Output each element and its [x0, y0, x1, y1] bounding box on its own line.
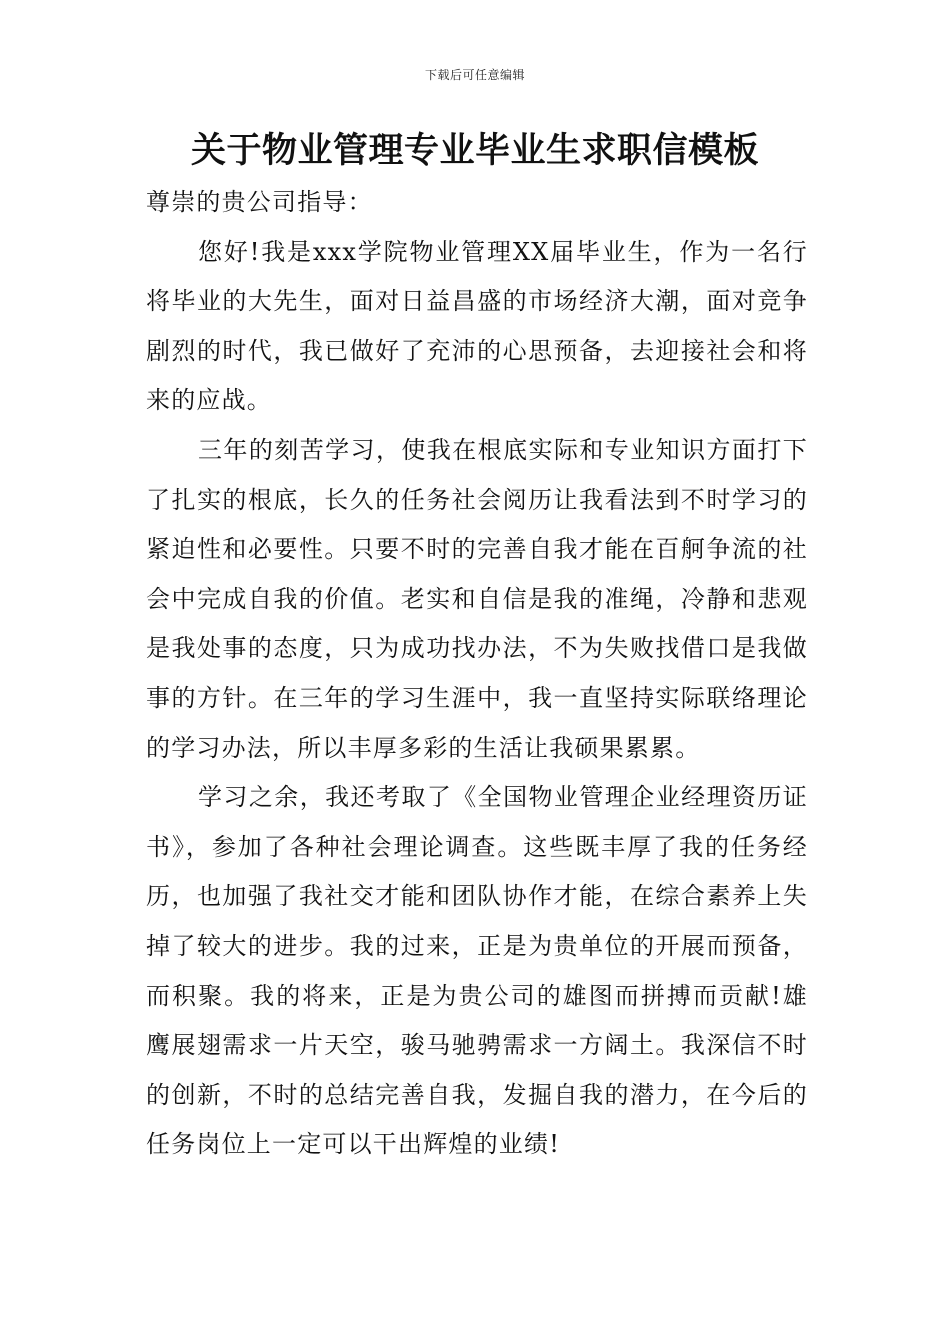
document-title: 关于物业管理专业毕业生求职信模板: [190, 131, 759, 171]
letter-body: [146, 178, 808, 1170]
paragraph-1: 您好!我是xxx学院物业管理XX届毕业生，作为一名行将毕业的大先生，面对日益昌盛的市场经济大潮，面对竞争剧烈的时代，我已做好了充沛的心思预备，去迎接社会和将来的应战。: [146, 237, 808, 415]
header-note: 下载后可任意编辑: [424, 68, 525, 82]
paragraph-2: 三年的刻苦学习，使我在根底实际和专业知识方面打下了扎实的根底，长久的任务社会阅历让我看法到不时学习的紧迫性和必要性。只要不时的完善自我才能在百舸争流的社会中完成自我的价值。老实和自信是我的准绳，冷静和悲观是我处事的态度，只为成功找办法，不为失败找借口是我做事的方针。在三年的学习生涯中，我一直坚持实际联络理论的学习办法，所以丰厚多彩的生活让我硕果累累。: [146, 435, 808, 762]
salutation: 尊崇的贵公司指导：: [146, 188, 373, 216]
paragraph-3: 学习之余，我还考取了《全国物业管理企业经理资历证书》，参加了各种社会理论调查。这些既丰厚了我的任务经历，也加强了我社交才能和团队协作才能，在综合素养上失掉了较大的进步。我的过来，正是为贵单位的开展而预备，而积聚。我的将来，正是为贵公司的雄图而拼搏而贡献!雄鹰展翅需求一片天空，骏马驰骋需求一方阔土。我深信不时的创新，不时的总结完善自我，发掘自我的潜力，在今后的任务岗位上一定可以干出辉煌的业绩!: [146, 783, 808, 1159]
